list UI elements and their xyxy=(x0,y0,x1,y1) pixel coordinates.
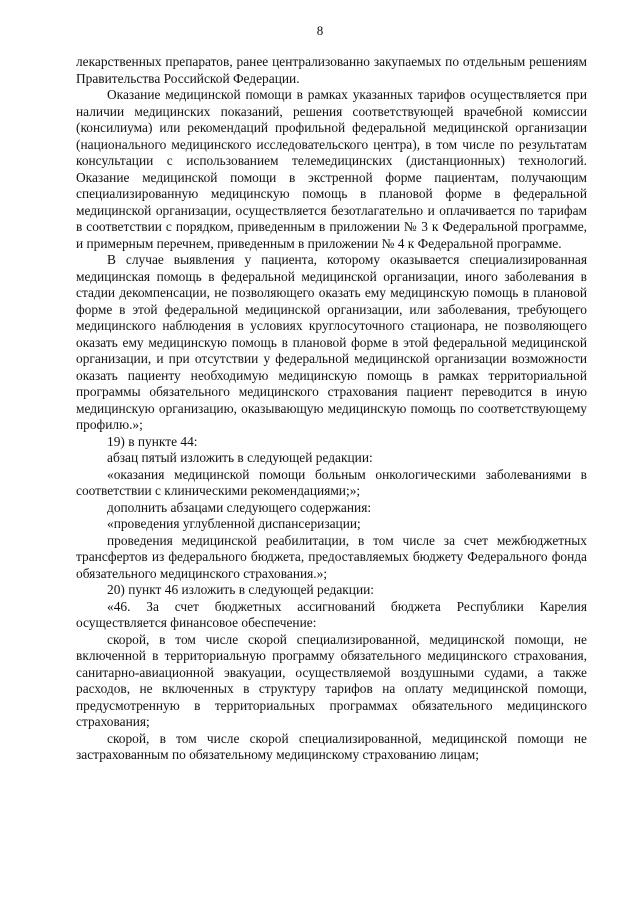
paragraph: скорой, в том числе скорой специализированной, медицинской помощи не застрахованным по обязательному медицинскому страхованию лицам; xyxy=(76,730,587,762)
paragraph: 19) в пункте 44: xyxy=(107,433,198,449)
paragraph: 20) пункт 46 изложить в следующей редакции: xyxy=(107,582,375,597)
paragraph: проведения медицинской реабилитации, в том числе за счет межбюджетных трансфертов из федерального бюджета, предоставляемых бюджету Федерального фонда обязательного медицинского страхования.»; xyxy=(76,532,587,581)
paragraph: «оказания медицинской помощи больным онкологическими заболеваниями в соответствии с клиническими рекомендациями;»; xyxy=(76,466,587,498)
paragraph: Оказание медицинской помощи в рамках указанных тарифов осуществляется при наличии медицинских показаний, решения соответствующей врачебной комиссии (консилиума) или рекомендаций профильной федеральной медицинской организации (национального медицинского исследовательского центра), в том числе по результатам консультации с использованием телемедицинских (дистанционных) технологий. Оказание медицинской помощи в экстренной форме пациентам, получающим специализированную медицинскую помощь в плановой форме в федеральной медицинской организации, осуществляется безотлагательно и оплачивается по тарифам в соответствии с порядком, приведенным в приложении № 3 к Федеральной программе, и примерным перечнем, приведенным в приложении № 4 к Федеральной программе. xyxy=(76,87,587,251)
paragraph: скорой, в том числе скорой специализированной, медицинской помощи, не включенной в территориальную программу обязательного медицинского страхования, санитарно-авиационной эвакуации, осуществляемой воздушными судами, а также расходов, не включенных в структуру тарифов на оплату медицинской помощи, предусмотренную в территориальных программах обязательного медицинского страхования; xyxy=(76,631,587,729)
paragraph: В случае выявления у пациента, которому оказывается специализированная медицинская помощь в федеральной медицинской организации, иного заболевания в стадии декомпенсации, не позволяющего оказать ему медицинскую помощь в плановой форме в этой федеральной медицинской организации, или заболевания, требующего медицинского наблюдения в условиях круглосуточного стационара, не позволяющего оказать ему медицинскую помощь в плановой форме в этой федеральной медицинской организации, и при отсутствии у федеральной медицинской организации возможности оказать пациенту необходимую медицинскую помощь в рамках территориальной программы обязательного медицинского страхования пациент переводится в иную медицинскую организацию, оказывающую медицинскую помощь по соответствующему профилю.»; xyxy=(76,252,587,432)
paragraph: «проведения углубленной диспансеризации; xyxy=(107,516,361,531)
paragraph: дополнить абзацами следующего содержания: xyxy=(107,499,372,515)
page-number: 8 xyxy=(316,23,324,38)
paragraph: лекарственных препаратов, ранее централизованно закупаемых по отдельным решениям Правительства Российской Федерации. xyxy=(76,54,587,86)
document-body xyxy=(76,54,587,764)
paragraph: «46. За счет бюджетных ассигнований бюджета Республики Карелия осуществляется финансовое обеспечение: xyxy=(76,598,587,630)
paragraph: абзац пятый изложить в следующей редакции: xyxy=(107,450,373,465)
